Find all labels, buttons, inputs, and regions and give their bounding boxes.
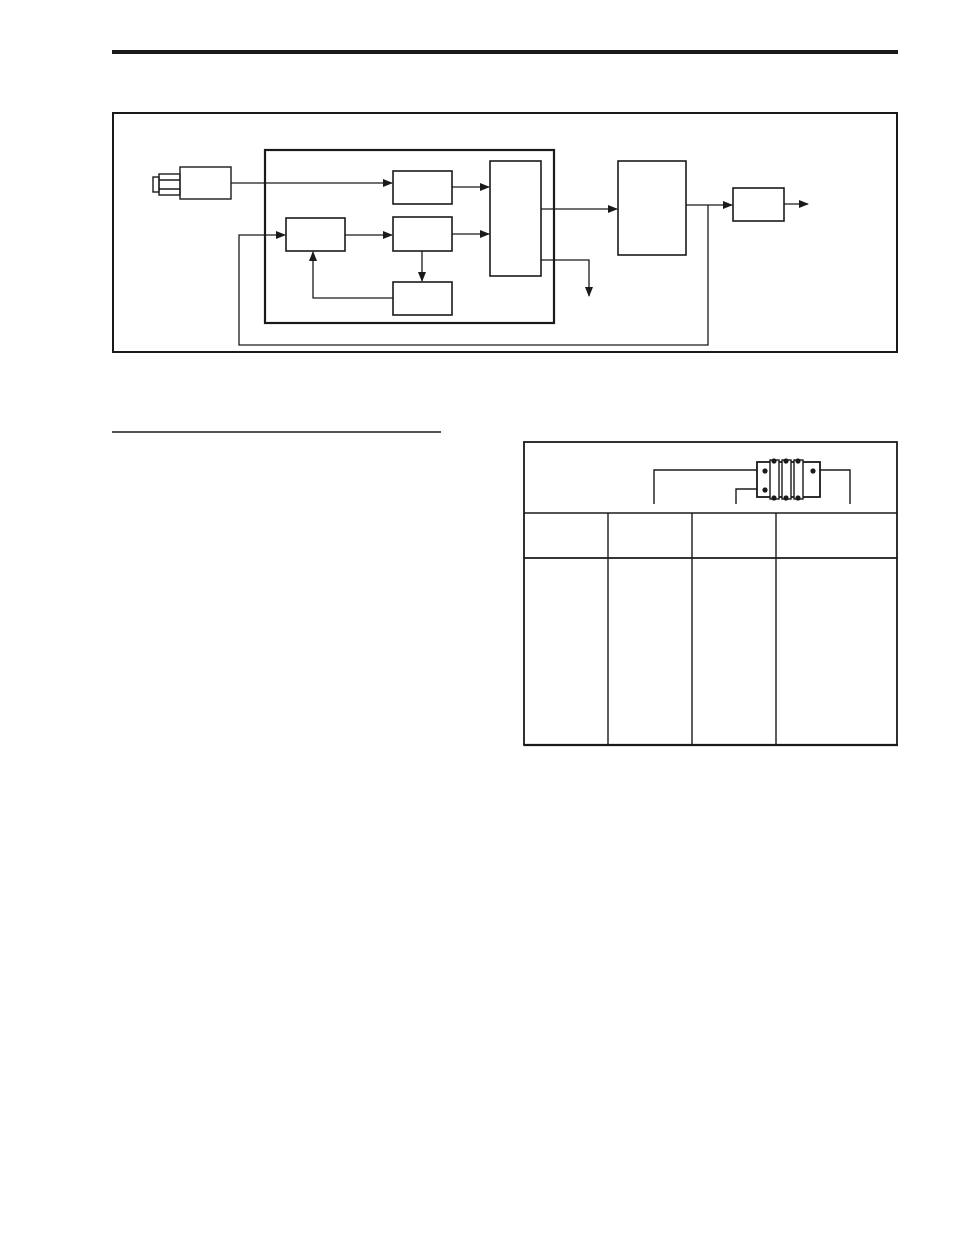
table-frame — [524, 442, 897, 745]
mux-block — [490, 161, 541, 276]
block-left — [286, 218, 345, 251]
block-top — [393, 171, 452, 204]
connector-icon — [153, 167, 231, 199]
bottom-to-left-feedback — [313, 252, 393, 298]
diagram-frame — [113, 113, 897, 352]
main-block — [618, 161, 686, 255]
block-diagram — [113, 113, 897, 352]
jumper-table — [524, 442, 898, 745]
inner-enclosure — [265, 150, 554, 323]
mux-down-arrow — [541, 260, 589, 296]
jumper-block-icon — [654, 458, 850, 504]
signal-lines — [231, 183, 808, 345]
block-middle — [393, 217, 452, 251]
output-block — [733, 188, 784, 221]
block-bottom — [393, 282, 452, 315]
